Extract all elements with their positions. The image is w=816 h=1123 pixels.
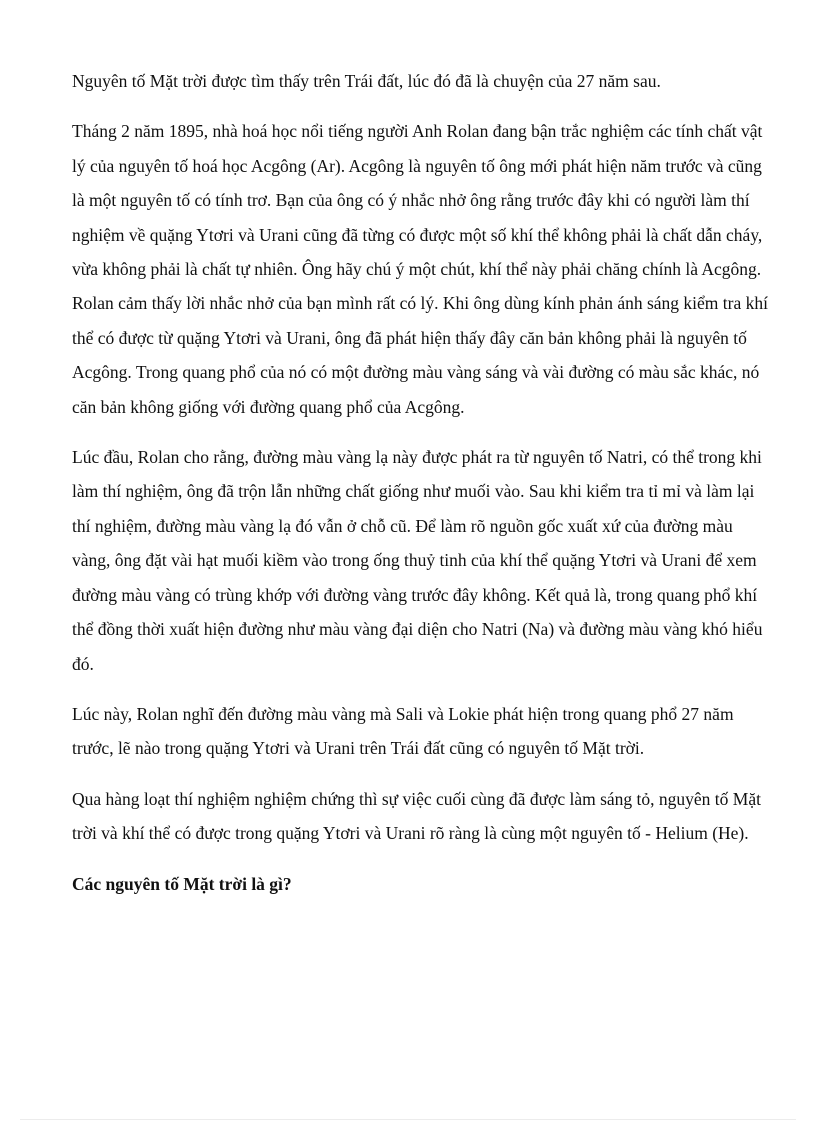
paragraph-rolan-experiment: Tháng 2 năm 1895, nhà hoá học nổi tiếng người Anh Rolan đang bận trắc nghiệm các tính chất vật lý của nguyên tố hoá học Acgông (Ar). Acgông là nguyên tố ông mới phát hiện năm trước và cũng là một nguyên tố có tính trơ. Bạn của ông có ý nhắc nhở ông rằng trước đây khi có người làm thí nghiệm về quặng Ytơri và Urani cũng đã từng có được một số khí thể không phải là chất dẫn cháy, vừa không phải là chất tự nhiên. Ông hãy chú ý một chút, khí thể này phải chăng chính là Acgông. Rolan cảm thấy lời nhắc nhở của bạn mình rất có lý. Khi ông dùng kính phản ánh sáng kiểm tra khí thể có được từ quặng Ytơri và Urani, ông đã phát hiện thấy đây căn bản không phải là nguyên tố Acgông. Trong quang phổ của nó có một đường màu vàng sáng và vài đường có màu sắc khác, nó căn bản không giống với đường quang phổ của Acgông. bbox=[72, 121, 768, 417]
paragraph-solar-element: Lúc này, Rolan nghĩ đến đường màu vàng mà Sali và Lokie phát hiện trong quang phổ 27 năm trước, lẽ nào trong quặng Ytơri và Urani trên Trái đất cũng có nguyên tố Mặt trời. bbox=[72, 703, 734, 759]
document-body bbox=[72, 64, 772, 917]
paragraph-intro: Nguyên tố Mặt trời được tìm thấy trên Trái đất, lúc đó đã là chuyện của 27 năm sau. bbox=[72, 71, 661, 91]
paragraph-sodium-check: Lúc đầu, Rolan cho rằng, đường màu vàng lạ này được phát ra từ nguyên tố Natri, có thể trong khi làm thí nghiệm, ông đã trộn lẫn những chất giống như muối vào. Sau khi kiểm tra tỉ mỉ và làm lại thí nghiệm, đường màu vàng lạ đó vẫn ở chỗ cũ. Để làm rõ nguồn gốc xuất xứ của đường màu vàng, ông đặt vài hạt muối kiềm vào trong ống thuỷ tinh của khí thể quặng Ytơri và Urani để xem đường màu vàng có trùng khớp với đường vàng trước đây không. Kết quả là, trong quang phổ khí thể đồng thời xuất hiện đường như màu vàng đại diện cho Natri (Na) và đường màu vàng khó hiểu đó. bbox=[72, 447, 763, 674]
section-heading: Các nguyên tố Mặt trời là gì? bbox=[72, 873, 292, 894]
paragraph-helium-conclusion: Qua hàng loạt thí nghiệm nghiệm chứng thì sự việc cuối cùng đã được làm sáng tỏ, nguyên tố Mặt trời và khí thể có được trong quặng Ytơri và Urani rõ ràng là cùng một nguyên tố - Helium (He). bbox=[72, 788, 761, 844]
page-bottom-edge bbox=[20, 1119, 796, 1120]
